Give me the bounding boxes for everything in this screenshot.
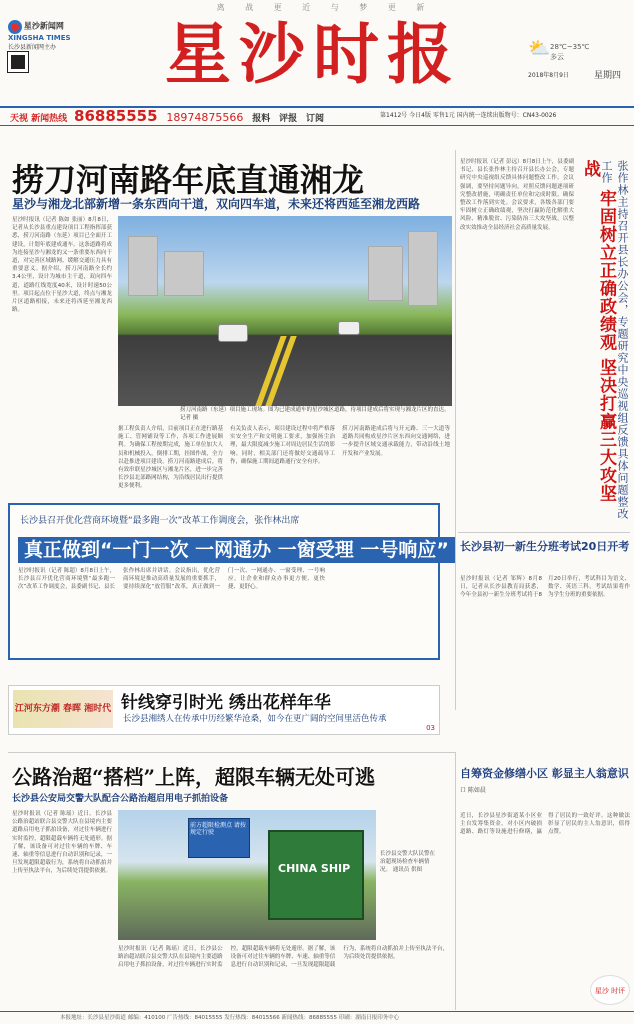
logo-caption: 长沙县新闻网主办 — [8, 44, 57, 51]
business-box-title[interactable]: 真正做到“一门一次 一网通办 一窗受理 一号响应” — [18, 537, 455, 563]
date-text: 2018年8月9日 — [528, 72, 569, 79]
photo-building — [368, 246, 403, 301]
truck-label: CHINA SHIP — [278, 862, 351, 875]
right-feature-headline: 牢固树立正确政绩观 坚决打赢三大攻坚战 — [580, 160, 616, 503]
business-box-body: 星沙时报讯（记者 陈超）8月8日上午，长沙县召开优化营商环境暨“最多跑一次”改革工作调度会，县委副书记、县长张作林出席并讲话。会议指出，优化营商环境是推动高质量发展的重要抓手，要持续深化“放管服”改革，真正做到一门一次、一网通办、一窗受理、一号响应，让企业和群众办事更方便、更快捷、更舒心。 — [18, 568, 325, 591]
banner-tag: 江河东方潮 春晖 湘时代 — [13, 690, 113, 728]
business-box-subtitle: 长沙县召开优化营商环境暨“最多跑一次”改革工作调度会，张作林出席 — [20, 516, 300, 526]
edition-info: 第1412号 今日4版 零售1元 国内统一连续出版物号：CN43-0026 — [380, 112, 557, 119]
hotline-bar — [0, 106, 634, 126]
nav-item-review[interactable]: 评报 — [279, 114, 298, 124]
lead-body-col1: 星沙时报讯（记者 陈如 张丽）8月8日，记者从长沙县重点建设项目工程指挥部获悉，捞刀河南路（东延）项目已全面开工建设，计划年底建成通车。这条道路将成为连接星沙与湘龙的又一条重要东西向干道，对完善区域路网、缓解交通压力具有重要意义。据介绍，捞刀河南路全长约3.4公里，设计为城市主干道，双向四车道，道路红线宽度40米，设计时速50公里。项目起点位于星沙大道，终点与湘龙片区道路相接，未来还将西延至湘龙西路。 — [12, 217, 112, 314]
lead-subtitle: 星沙与湘龙北部新增一条东西向干道，双向四车道，未来还将西延至湘龙西路 — [12, 197, 421, 211]
photo-building — [408, 231, 438, 306]
banner-title: 针线穿引时光 绣出花样年华 — [121, 693, 331, 713]
photo-building — [128, 236, 158, 296]
nav-item-subscribe[interactable]: 订阅 — [306, 114, 325, 124]
masthead-title: 星沙时报 — [165, 15, 461, 93]
commentary-title: 自筹资金修缮小区 彰显主人翁意识 — [460, 767, 629, 780]
commentary-byline: 口 陈如晨 — [460, 787, 486, 794]
commentary-headline[interactable] — [460, 766, 630, 798]
logo-name: 星沙新闻网 — [23, 21, 64, 31]
lead-photo-caption: 捞刀河南路（东延）项目施工现场。图为已建成通车的星沙城区道路，待项目建成后将实现与湘龙片区的直达。 记者 摄 — [180, 407, 450, 421]
hotline-number[interactable]: 86885555 — [74, 107, 158, 125]
photo-car — [338, 321, 360, 335]
column-divider — [455, 752, 456, 1010]
page-footer: 本报地址：长沙县星沙街道 邮编：410100 广告热线：84015555 发行热线：84015566 新闻热线：86885555 印刷：湖南日报印务中心 — [0, 1011, 634, 1024]
photo-building — [164, 251, 204, 296]
top-slogan: 离 战 更 近 与 梦 更 新 — [216, 3, 434, 12]
county-news-body: 星沙时报讯（记者 邹辉）8月8日，记者从长沙县教育局获悉，今年全县初一新生分班考试将于8月20日举行，考试科目为语文、数学、英语三科，考试结果将作为学生分班的重要依据。 — [460, 576, 630, 599]
banner-page-ref: 03 — [426, 724, 435, 732]
lead-body-col2: 据工程负责人介绍，目前项目正在进行路基施工、管网铺设等工作，各项工作进展顺利。为确保工程按期完成，施工单位加大人员和机械投入，倒排工期，挂图作战，全力以赴推进项目建设。捞刀河南路建成后，将有效串联星沙城区与湘龙片区，进一步完善长沙县北部路网结构，为沿线居民出行提供更多便利。 — [118, 426, 223, 490]
photo-truck — [268, 830, 364, 920]
business-environment-box — [8, 503, 449, 660]
traffic-subtitle: 长沙县公安局交警大队配合公路治超启用电子抓拍设备 — [12, 794, 229, 804]
date-line — [528, 72, 628, 80]
traffic-body-more: 星沙时报讯（记者 陈瑶）近日，长沙县公路治超站联合县交警大队在县境内主要道路启用电子抓拍设备，对过往车辆进行实时监控，超限超载车辆将无处遁形。据了解，该设备可对过往车辆的车牌、车速、轴重等信息进行自动识别和记录，一旦发现超限超载行为，系统将自动抓拍并上传至执法平台，为后续处罚提供依据。 — [118, 946, 448, 969]
traffic-headline[interactable]: 公路治超“搭档”上阵，超限车辆无处可逃 — [12, 765, 376, 789]
lead-body-col3: 有关负责人表示，项目建设过程中将严格落实安全生产和文明施工要求，加强扬尘治理，最大限度减少施工对周边居民生活的影响。同时，相关部门还将做好交通疏导工作，确保施工期间道路通行安全有序。 — [230, 426, 335, 465]
qr-code-icon — [8, 52, 28, 72]
county-news-headline[interactable]: 长沙县初一新生分班考试20日开考 — [460, 540, 630, 553]
hotline-phone[interactable]: 18974875566 — [166, 111, 244, 124]
right-feature-byline: 张作林主持召开县长办公会，专题研究中央巡视组反馈具体问题整改工作 — [600, 160, 629, 520]
divider — [8, 752, 456, 753]
weather-temp: 28℃~35℃ — [550, 43, 590, 51]
traffic-photo — [118, 810, 376, 940]
weather-desc: 多云 — [550, 53, 564, 61]
logo-english: XINGSHA TIMES — [8, 34, 71, 42]
cloud-sun-icon: ⛅ — [528, 38, 551, 59]
feature-banner[interactable] — [8, 685, 440, 735]
lead-headline[interactable]: 捞刀河南路年底直通湘龙 — [12, 161, 365, 199]
day-of-week: 星期四 — [594, 71, 622, 81]
lead-body-col4: 捞刀河南路建成后将与开元路、三一大道等道路共同构成星沙片区东西向交通网络，进一步提升区域交通承载能力，带动沿线土地开发和产业发展。 — [342, 426, 450, 457]
photo-car — [218, 324, 248, 342]
site-logo[interactable] — [8, 20, 98, 90]
nav-item-report[interactable]: 报料 — [252, 114, 271, 124]
hotline-label: 天视 新闻热线 — [10, 114, 68, 124]
traffic-photo-caption: 长沙县交警大队民警在治超现场检查车辆情况。 通讯员 供图 — [380, 851, 436, 873]
column-divider — [455, 150, 456, 710]
commentary-body: 近日，长沙县星沙街道某小区业主自发筹集资金，对小区内破损道路、路灯等设施进行修缮，赢得了居民的一致好评。这种做法彰显了居民的主人翁意识，值得点赞。 — [460, 813, 630, 836]
commentary-logo: 星沙 时评 — [590, 975, 630, 1005]
divider — [458, 532, 630, 533]
logo-icon — [8, 20, 22, 34]
traffic-body: 星沙时报讯（记者 陈瑶）近日，长沙县公路治超站联合县交警大队在县境内主要道路启用电子抓拍设备，对过往车辆进行实时监控，超限超载车辆将无处遁形。据了解，该设备可对过往车辆的车牌、车速、轴重等信息进行自动识别和记录，一旦发现超限超载行为，系统将自动抓拍并上传至执法平台，为后续处罚提供依据。 — [12, 811, 112, 875]
sign-text: 前方超限检测点 请按规定行驶 — [190, 822, 246, 836]
lead-photo — [118, 216, 452, 406]
right-feature-body: 星沙时报讯（记者 彭远）8月8日上午，县委副书记、县长张作林主持召开县长办公会，专题研究中央巡视组反馈具体问题整改工作。会议强调，要坚持问题导向，对照反馈问题逐项研究整改措施，明确责任单位和完成时限，确保整改工作落到实处。会议要求，各级各部门要牢固树立正确政绩观，坚决打赢防范化解重大风险、精准脱贫、污染防治三大攻坚战，以整改实效推动全县经济社会高质量发展。 — [460, 159, 574, 231]
banner-subtitle: 长沙县湘绣人在传承中历经繁华沧桑，如今在更广阔的空间里活色传承 — [123, 714, 387, 724]
right-feature-title[interactable] — [580, 160, 630, 520]
